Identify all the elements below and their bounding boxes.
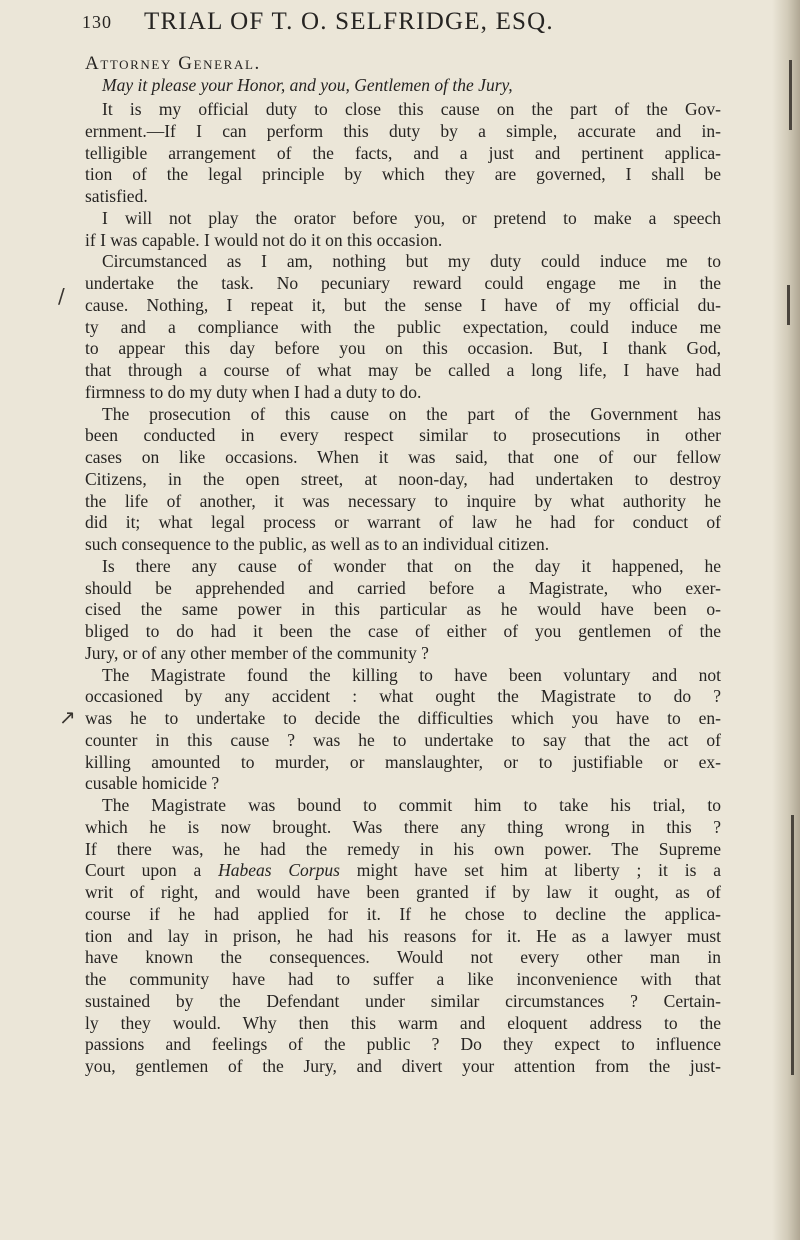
text-line: telligible arrangement of the facts, and a just and pertinent applica- (85, 142, 721, 163)
text-line: should be apprehended and carried before a Magistrate, who exer- (85, 577, 721, 598)
text-line: cised the same power in this particular as he would have been o- (85, 599, 721, 620)
text-line: been conducted in every respect similar to prosecutions in other (85, 425, 721, 446)
text-line: satisfied. (85, 186, 148, 206)
salutation: May it please your Honor, and you, Gentlemen of the Jury, (102, 75, 513, 95)
text-line: such consequence to the public, as well as to an individual citizen. (85, 534, 550, 554)
text-line: killing amounted to murder, or manslaughter, or to justifiable or ex- (85, 751, 721, 772)
text-line: counter in this cause ? was he to undertake to say that the act of (85, 729, 721, 750)
text-line: If there was, he had the remedy in his own power. The Supreme (85, 838, 721, 859)
text-line: that through a course of what may be called a long life, I have had (85, 360, 721, 380)
text-line: cusable homicide ? (85, 773, 220, 794)
page-edge-shadow (772, 0, 800, 1240)
text-line: the life of another, it was necessary to inquire by what authority he (85, 490, 721, 511)
text-line: course if he had applied for it. If he chose to decline the applica- (85, 903, 721, 924)
text-line: I will not play the orator before you, or pretend to make a speech (102, 207, 721, 228)
text-line: tion and lay in prison, he had his reasons for it. He as a lawyer must (85, 925, 721, 946)
text-line: occasioned by any accident : what ought the Magistrate to do ? (85, 686, 721, 707)
text-line: which he is now brought. Was there any thing wrong in this ? (85, 816, 721, 837)
text-line: The prosecution of this cause on the part of the Government has (102, 403, 721, 424)
text-line: tion of the legal principle by which they are governed, I shall be (85, 164, 721, 185)
text-line: passions and feelings of the public ? Do they expect to influence (85, 1034, 721, 1055)
page-edge-mark (791, 815, 794, 1075)
text-line: It is my official duty to close this cause on the part of the Gov- (102, 99, 721, 119)
text-line: The Magistrate was bound to commit him to take his trial, to (102, 795, 721, 815)
text-line: Citizens, in the open street, at noon-day, had undertaken to destroy (85, 468, 721, 489)
text-line: did it; what legal process or warrant of law he had for conduct of (85, 512, 721, 533)
text-line: cause. Nothing, I repeat it, but the sense I have of my official du- (85, 294, 721, 315)
text-line: ty and a compliance with the public expectation, could induce me (85, 316, 721, 337)
text-line: the community have had to suffer a like inconvenience with that (85, 969, 721, 989)
text-line: bliged to do had it been the case of either of you gentlemen of the (85, 621, 721, 641)
page-edge-mark (787, 285, 790, 325)
text-line: sustained by the Defendant under similar circumstances ? Certain- (85, 990, 721, 1011)
margin-pencil-mark: ↗ (59, 705, 76, 729)
italic-phrase: Habeas Corpus (218, 860, 340, 881)
text-line: undertake the task. No pecuniary reward could engage me in the (85, 273, 721, 293)
text-line: ly they would. Why then this warm and eloquent address to the (85, 1012, 721, 1033)
text-line: Jury, or of any other member of the community ? (85, 642, 429, 663)
text-line: Circumstanced as I am, nothing but my duty could induce me to (102, 251, 721, 272)
margin-pencil-mark: / (58, 284, 65, 308)
speech-body (85, 99, 721, 1078)
page-edge-mark (789, 60, 792, 130)
text-line: was he to undertake to decide the difficulties which you have to en- (85, 708, 721, 728)
page-header (82, 6, 722, 42)
text-line: have known the consequences. Would not every other man in (85, 947, 721, 968)
running-title: TRIAL OF T. O. SELFRIDGE, ESQ. (144, 8, 554, 35)
text-line: you, gentlemen of the Jury, and divert your attention from the just- (85, 1056, 721, 1076)
text-line: Court upon a Habeas Corpus might have set him at liberty ; it is a (85, 860, 721, 881)
text-line: to appear this day before you on this occasion. But, I thank God, (85, 338, 721, 359)
speaker-heading: Attorney General. (85, 53, 261, 74)
text-line: Is there any cause of wonder that on the day it happened, he (102, 555, 721, 576)
text-line: if I was capable. I would not do it on this occasion. (85, 229, 443, 250)
text-line: The Magistrate found the killing to have been voluntary and not (102, 664, 721, 685)
text-line: firmness to do my duty when I had a duty to do. (85, 381, 422, 402)
text-line: cases on like occasions. When it was said, that one of our fellow (85, 447, 721, 467)
text-line: writ of right, and would have been granted if by law it ought, as of (85, 882, 721, 902)
page-number: 130 (82, 12, 112, 32)
text-line: ernment.—If I can perform this duty by a simple, accurate and in- (85, 120, 721, 141)
